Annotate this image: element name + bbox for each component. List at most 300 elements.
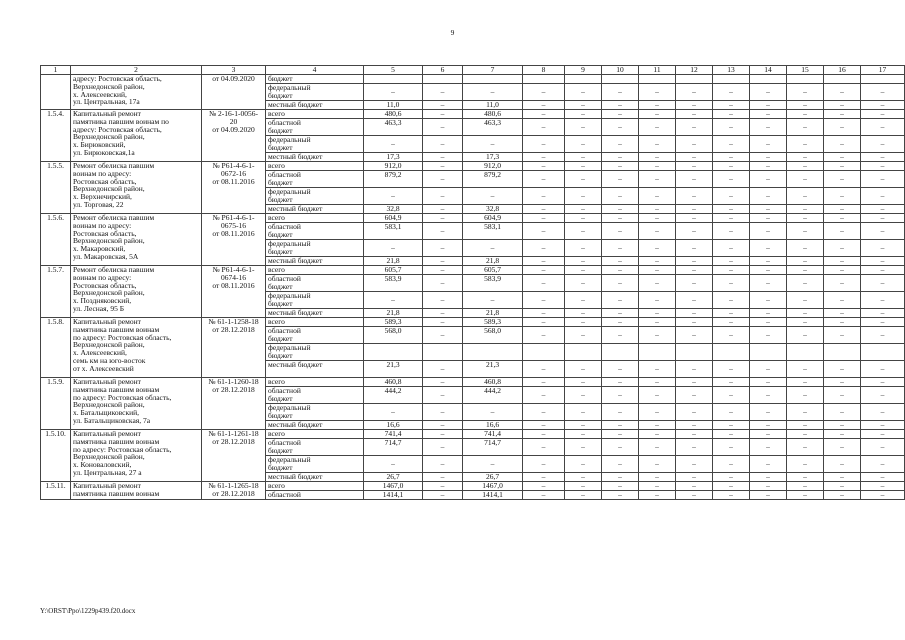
value-cell: – <box>523 439 565 456</box>
value-total: 714,7 <box>364 439 423 456</box>
document-number-line: от 04.09.2020 <box>212 75 255 83</box>
value-cell: – <box>602 119 639 136</box>
funding-source-cell <box>266 188 364 205</box>
value-cell: – <box>565 482 602 491</box>
value-cell: – <box>523 214 565 223</box>
value-cell: – <box>523 84 565 101</box>
funding-source-line: всего <box>268 162 285 170</box>
item-name-line: памятника павшим воинам <box>73 325 160 334</box>
value-cell: – <box>787 84 824 101</box>
value-cell: – <box>602 266 639 275</box>
table-row <box>41 482 905 491</box>
value-cell: – <box>861 378 905 387</box>
value-cell: – <box>787 119 824 136</box>
value-cell: – <box>713 171 750 188</box>
value-total: 879,2 <box>364 171 423 188</box>
value-cell: – <box>861 223 905 240</box>
col-header: 1 <box>41 66 71 75</box>
item-name-line: Ростовская область, <box>73 229 137 238</box>
document-number-line: № 61-1-1260-18 <box>208 378 259 386</box>
value-cell: – <box>861 119 905 136</box>
value-cell: – <box>602 491 639 500</box>
value-cell: – <box>602 439 639 456</box>
value-cell: – <box>861 153 905 162</box>
value-cell: – <box>787 275 824 292</box>
col-header: 11 <box>639 66 676 75</box>
value-cell: – <box>523 404 565 421</box>
funding-source-cell <box>266 327 364 344</box>
value-cell: – <box>787 136 824 153</box>
funding-source-line: бюджет <box>268 230 293 239</box>
document-number-line: 20 <box>229 117 238 126</box>
value-total <box>364 344 423 361</box>
funding-source-line: всего <box>268 110 285 118</box>
value-cell: – <box>639 188 676 205</box>
value-cell: 568,0 <box>463 327 523 344</box>
value-cell: – <box>787 292 824 309</box>
value-cell: – <box>824 327 861 344</box>
item-name-line: Верхнедонской район, <box>73 133 145 142</box>
value-cell: – <box>861 275 905 292</box>
funding-source-cell <box>266 361 364 378</box>
value-cell: – <box>523 257 565 266</box>
value-total: 26,7 <box>364 473 423 482</box>
value-cell: – <box>787 205 824 214</box>
value-cell <box>423 344 463 361</box>
value-cell: – <box>787 430 824 439</box>
item-name-line: Верхнедонской район, <box>73 341 145 350</box>
funding-source-line: бюджет <box>268 91 293 100</box>
value-cell: – <box>713 266 750 275</box>
value-cell: – <box>602 456 639 473</box>
col-header: 7 <box>463 66 523 75</box>
value-total: 480,6 <box>364 110 423 119</box>
funding-source-line: бюджет <box>268 143 293 152</box>
value-cell: – <box>423 119 463 136</box>
value-cell: – <box>750 223 787 240</box>
item-document-cell <box>202 378 266 430</box>
item-name-line: ул. Батальщиковская, 7а <box>73 416 151 425</box>
value-cell: – <box>750 430 787 439</box>
value-cell: – <box>750 404 787 421</box>
document-number-line: № 61-1-1258-18 <box>208 318 259 326</box>
value-cell <box>423 75 463 84</box>
value-total: 463,3 <box>364 119 423 136</box>
value-cell: – <box>824 309 861 318</box>
col-header: 4 <box>266 66 364 75</box>
value-cell: – <box>423 110 463 119</box>
table-row <box>41 266 905 275</box>
value-cell: – <box>565 266 602 275</box>
value-cell: – <box>639 309 676 318</box>
value-cell: – <box>713 327 750 344</box>
item-name-line: Капитальный ремонт <box>73 318 141 326</box>
value-cell: – <box>565 378 602 387</box>
value-cell: – <box>602 110 639 119</box>
value-cell: – <box>602 430 639 439</box>
funding-source-line: федеральный <box>268 136 311 144</box>
value-cell: – <box>861 318 905 327</box>
value-cell: – <box>639 404 676 421</box>
value-cell: – <box>713 309 750 318</box>
value-cell: – <box>565 275 602 292</box>
value-cell: – <box>861 84 905 101</box>
value-cell: – <box>423 387 463 404</box>
value-cell: – <box>523 119 565 136</box>
value-total: 583,1 <box>364 223 423 240</box>
funding-source-line: всего <box>268 214 285 222</box>
value-cell: – <box>824 404 861 421</box>
funding-source-cell <box>266 162 364 171</box>
table-body <box>41 66 905 500</box>
funding-source-line: местный бюджет <box>268 205 323 213</box>
value-cell: – <box>602 378 639 387</box>
funding-source-line: бюджет <box>268 75 293 83</box>
value-total: – <box>364 188 423 205</box>
value-cell <box>861 344 905 361</box>
value-total: 21,3 <box>364 361 423 378</box>
item-name-line: Капитальный ремонт <box>73 378 141 386</box>
value-cell: – <box>713 101 750 110</box>
value-cell: – <box>713 482 750 491</box>
value-cell: – <box>423 214 463 223</box>
col-header: 14 <box>750 66 787 75</box>
value-cell: – <box>861 101 905 110</box>
value-cell: – <box>713 473 750 482</box>
value-cell: – <box>824 318 861 327</box>
value-cell: – <box>565 240 602 257</box>
value-cell: – <box>463 240 523 257</box>
value-cell: – <box>750 309 787 318</box>
value-cell: – <box>676 456 713 473</box>
item-name-line: х. Верхнечирский, <box>73 193 132 201</box>
value-cell: – <box>824 110 861 119</box>
value-cell: – <box>523 473 565 482</box>
value-cell: – <box>523 153 565 162</box>
col-header: 15 <box>787 66 824 75</box>
value-cell: – <box>750 101 787 110</box>
funding-source-line: областной <box>268 275 301 283</box>
document-number-line: 0672-16 <box>221 169 246 178</box>
value-total: 21,8 <box>364 257 423 266</box>
value-cell: – <box>676 171 713 188</box>
value-cell: – <box>423 473 463 482</box>
value-cell: – <box>639 421 676 430</box>
value-cell: – <box>713 378 750 387</box>
document-number-line: № 61-1-1265-18 <box>208 482 259 490</box>
funding-source-cell <box>266 110 364 119</box>
value-cell: – <box>824 84 861 101</box>
funding-source-line: федеральный <box>268 84 311 92</box>
value-cell: – <box>824 153 861 162</box>
value-cell: – <box>676 188 713 205</box>
value-cell: – <box>750 257 787 266</box>
value-cell: – <box>676 223 713 240</box>
value-cell: – <box>713 153 750 162</box>
item-name-line: Ростовская область, <box>73 281 137 290</box>
value-cell: – <box>861 171 905 188</box>
funding-source-line: всего <box>268 266 285 274</box>
value-cell: – <box>523 421 565 430</box>
value-cell <box>676 344 713 361</box>
funding-source-line: бюджет <box>268 195 293 204</box>
funding-source-line: местный бюджет <box>268 101 323 109</box>
funding-source-line: федеральный <box>268 404 311 412</box>
value-cell: – <box>565 153 602 162</box>
value-cell: – <box>565 162 602 171</box>
value-cell: – <box>565 119 602 136</box>
value-cell: – <box>713 223 750 240</box>
value-cell: – <box>602 404 639 421</box>
value-cell: – <box>713 292 750 309</box>
value-cell: – <box>639 292 676 309</box>
value-cell: – <box>750 153 787 162</box>
value-cell: 714,7 <box>463 439 523 456</box>
funding-source-cell <box>266 275 364 292</box>
funding-source-line: местный бюджет <box>268 361 323 369</box>
value-cell: – <box>423 292 463 309</box>
value-cell: – <box>639 275 676 292</box>
value-cell: – <box>676 491 713 500</box>
item-document-cell <box>202 75 266 110</box>
value-cell: – <box>713 430 750 439</box>
value-cell: – <box>824 491 861 500</box>
value-cell: – <box>639 223 676 240</box>
item-name-line: х. Алексеевский, <box>73 349 127 357</box>
col-header: 13 <box>713 66 750 75</box>
value-cell: – <box>750 119 787 136</box>
value-cell: – <box>565 188 602 205</box>
value-cell: – <box>423 84 463 101</box>
value-cell: – <box>423 404 463 421</box>
value-cell: – <box>565 205 602 214</box>
header-row <box>41 66 905 75</box>
value-total: 32,8 <box>364 205 423 214</box>
value-cell: – <box>639 110 676 119</box>
item-name-line: Верхнедонской район, <box>73 237 145 246</box>
value-cell <box>463 75 523 84</box>
value-cell <box>565 344 602 361</box>
funding-source-cell <box>266 136 364 153</box>
value-cell: – <box>750 136 787 153</box>
col-header: 17 <box>861 66 905 75</box>
value-cell: – <box>602 275 639 292</box>
value-total: 604,9 <box>364 214 423 223</box>
funding-source-line: местный бюджет <box>268 153 323 161</box>
value-cell: – <box>824 119 861 136</box>
funding-source-cell <box>266 75 364 84</box>
funding-source-line: всего <box>268 318 285 326</box>
value-cell: – <box>423 171 463 188</box>
value-cell: – <box>676 214 713 223</box>
value-cell: – <box>565 421 602 430</box>
value-cell: – <box>602 327 639 344</box>
value-cell: – <box>423 240 463 257</box>
value-cell: – <box>565 439 602 456</box>
value-cell: – <box>824 482 861 491</box>
item-document-cell <box>202 162 266 214</box>
value-cell: – <box>787 473 824 482</box>
value-cell: – <box>602 309 639 318</box>
funding-source-line: бюджет <box>268 411 293 420</box>
value-total: – <box>364 292 423 309</box>
funding-source-cell <box>266 404 364 421</box>
value-cell: – <box>861 456 905 473</box>
value-cell: – <box>463 188 523 205</box>
value-cell: – <box>523 456 565 473</box>
value-total: 912,0 <box>364 162 423 171</box>
value-cell: – <box>602 257 639 266</box>
document-number-line: от 28.12.2018 <box>212 437 255 446</box>
value-cell <box>565 75 602 84</box>
value-cell: – <box>639 378 676 387</box>
funding-source-line: областной <box>268 223 301 231</box>
value-total: 17,3 <box>364 153 423 162</box>
value-cell: – <box>602 361 639 378</box>
value-cell: – <box>639 119 676 136</box>
item-name-line: Ремонт обелиска павшим <box>73 214 155 222</box>
funding-source-line: областной <box>268 119 301 127</box>
value-cell: – <box>602 473 639 482</box>
value-cell: 589,3 <box>463 318 523 327</box>
value-cell: – <box>639 361 676 378</box>
value-cell: – <box>602 136 639 153</box>
value-cell: – <box>713 491 750 500</box>
value-cell: – <box>676 275 713 292</box>
item-name-line: ул. Торговая, 22 <box>73 200 124 209</box>
value-cell <box>639 344 676 361</box>
funding-source-line: всего <box>268 430 285 438</box>
value-cell: 32,8 <box>463 205 523 214</box>
value-cell: – <box>602 223 639 240</box>
value-cell: – <box>750 240 787 257</box>
value-cell: – <box>639 84 676 101</box>
item-name-line: Ремонт обелиска павшим <box>73 162 155 170</box>
item-name-line: воинам по адресу: <box>73 221 132 230</box>
value-cell <box>750 344 787 361</box>
value-cell: – <box>676 257 713 266</box>
funding-source-cell <box>266 205 364 214</box>
value-total: – <box>364 136 423 153</box>
value-cell: – <box>523 482 565 491</box>
value-cell: – <box>423 162 463 171</box>
item-name-line: воинам по адресу: <box>73 273 132 282</box>
document-number-line: 0674-16 <box>221 273 246 282</box>
value-cell: – <box>713 136 750 153</box>
funding-source-line: федеральный <box>268 456 311 464</box>
value-cell: – <box>713 439 750 456</box>
value-cell: – <box>602 171 639 188</box>
item-number <box>41 75 71 110</box>
value-cell: – <box>861 110 905 119</box>
funding-source-line: бюджет <box>268 394 293 403</box>
value-cell: – <box>824 421 861 430</box>
value-cell: – <box>824 223 861 240</box>
value-cell: – <box>523 101 565 110</box>
funding-source-line: бюджет <box>268 282 293 291</box>
value-cell: 583,9 <box>463 275 523 292</box>
value-cell: – <box>713 275 750 292</box>
value-cell: – <box>824 257 861 266</box>
value-cell: – <box>750 318 787 327</box>
value-cell: – <box>423 101 463 110</box>
value-cell: 741,4 <box>463 430 523 439</box>
funding-source-cell <box>266 84 364 101</box>
funding-source-line: областной <box>268 387 301 395</box>
value-cell: – <box>676 240 713 257</box>
value-cell: – <box>463 84 523 101</box>
value-cell: – <box>861 266 905 275</box>
value-cell: – <box>423 430 463 439</box>
value-cell: – <box>676 162 713 171</box>
item-name-line: по адресу: Ростовская область, <box>73 445 172 454</box>
value-cell: – <box>676 361 713 378</box>
value-cell: – <box>676 153 713 162</box>
item-name-line: памятника павшим воинам по <box>73 117 169 126</box>
funding-source-line: бюджет <box>268 178 293 187</box>
value-cell: – <box>750 110 787 119</box>
funding-source-line: местный бюджет <box>268 473 323 481</box>
item-name-line: ул. Макаровская, 5А <box>73 252 139 261</box>
value-cell: – <box>639 387 676 404</box>
value-cell <box>523 75 565 84</box>
value-cell: – <box>565 361 602 378</box>
value-cell <box>861 75 905 84</box>
value-cell: – <box>602 387 639 404</box>
col-header: 2 <box>71 66 202 75</box>
value-cell: 16,6 <box>463 421 523 430</box>
value-cell: 26,7 <box>463 473 523 482</box>
funding-source-line: областной <box>268 439 301 447</box>
value-cell: – <box>713 205 750 214</box>
value-cell: – <box>602 318 639 327</box>
funding-source-cell <box>266 344 364 361</box>
item-number: 1.5.5. <box>41 162 71 214</box>
item-name-line: х. Батальщиковский, <box>73 409 140 417</box>
document-number-line: № Р61-4-6-1- <box>212 214 255 222</box>
document-path: Y:\ORST\Ppo\1229p439.f20.docx <box>40 607 136 615</box>
value-cell: – <box>463 456 523 473</box>
value-total: 605,7 <box>364 266 423 275</box>
value-cell: – <box>639 318 676 327</box>
value-cell: – <box>523 205 565 214</box>
item-name-line: от х. Алексеевский <box>73 364 134 373</box>
value-cell: – <box>861 205 905 214</box>
value-cell: – <box>750 162 787 171</box>
value-cell: 21,8 <box>463 257 523 266</box>
col-header: 16 <box>824 66 861 75</box>
value-total: – <box>364 84 423 101</box>
value-cell: – <box>750 292 787 309</box>
value-cell: – <box>787 378 824 387</box>
item-number: 1.5.9. <box>41 378 71 430</box>
item-name-line: по адресу: Ростовская область, <box>73 393 172 402</box>
value-cell: 604,9 <box>463 214 523 223</box>
funding-source-line: областной <box>268 327 301 335</box>
value-cell <box>787 75 824 84</box>
col-header: 3 <box>202 66 266 75</box>
value-cell: – <box>676 292 713 309</box>
value-cell: – <box>565 257 602 266</box>
value-cell: – <box>523 275 565 292</box>
value-cell: – <box>713 214 750 223</box>
value-cell: – <box>787 309 824 318</box>
document-number-line: № 61-1-1261-18 <box>208 430 259 438</box>
value-cell: – <box>423 136 463 153</box>
value-cell <box>713 75 750 84</box>
value-cell: – <box>750 188 787 205</box>
value-cell: – <box>639 153 676 162</box>
